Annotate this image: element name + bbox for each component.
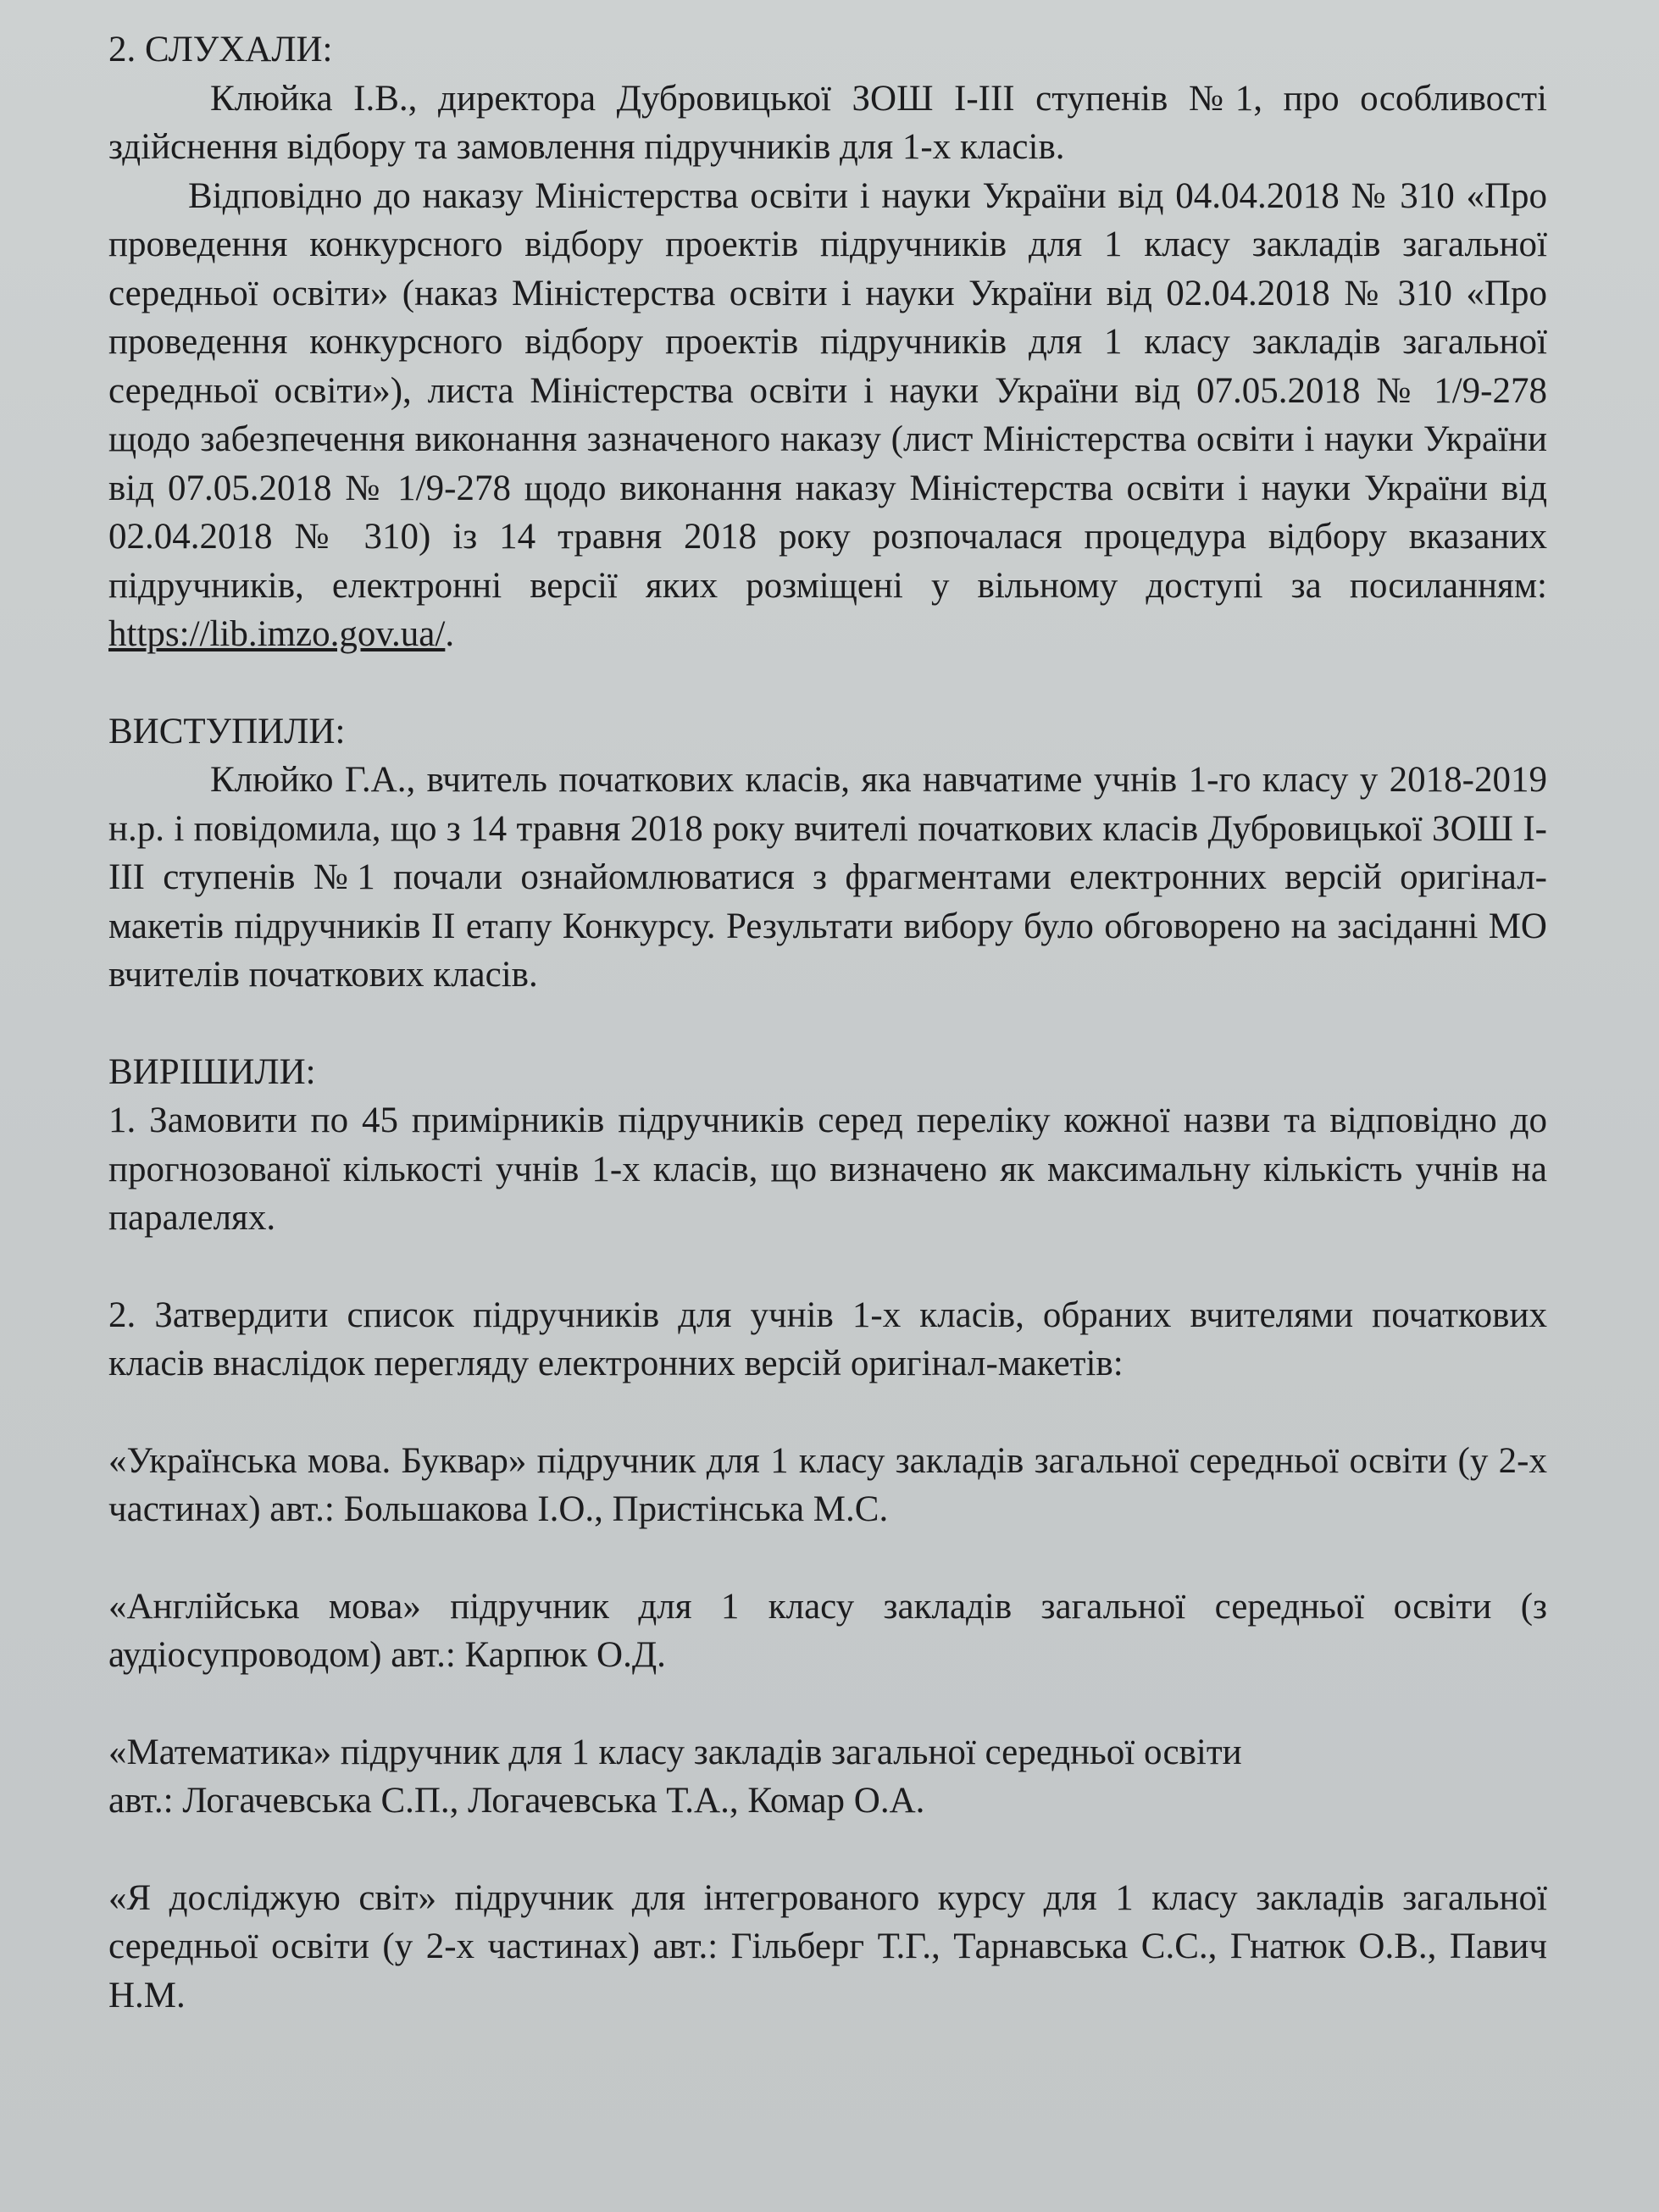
document-body: [108, 25, 1547, 2020]
imzo-link[interactable]: https://lib.imzo.gov.ua/: [108, 614, 446, 654]
decision-item-1: 1. Замовити по 45 примірників підручників серед переліку кожної назви та відповідно до прогнозованої кількості учнів 1-х класів, що визначено як максимальну кількість учнів на паралелях.: [108, 1100, 1547, 1238]
book-math-line-2: авт.: Логачевська С.П., Логачевська Т.А., Комар О.А.: [108, 1781, 925, 1821]
spacer: [108, 1534, 1547, 1583]
heading-spoke: ВИСТУПИЛИ:: [108, 711, 346, 751]
heard-speaker-paragraph: Клюйка І.В., директора Дубровицької ЗОШ І-ІІІ ступенів №1, про особливості здійснення відбору та замовлення підручників для 1-х класів.: [108, 78, 1547, 167]
book-world: «Я досліджую світ» підручник для інтегрованого курсу для 1 класу закладів загальної середньої освіти (у 2-х частинах) авт.: Гільберг Т.Г., Тарнавська С.С., Гнатюк О.В., Павич Н.М.: [108, 1877, 1547, 2015]
spacer: [108, 1826, 1547, 1874]
spacer: [108, 1389, 1547, 1437]
spacer: [108, 1000, 1547, 1048]
spacer: [108, 1680, 1547, 1728]
spoke-paragraph: Клюйко Г.А., вчитель початкових класів, яка навчатиме учнів 1-го класу у 2018-2019 н.р. і повідомила, що з 14 травня 2018 року вчителі початкових класів Дубровицької ЗОШ І-ІІІ ступенів №1 почали ознайомлюватися з фрагментами електронних версій оригінал-макетів підручників ІІ етапу Конкурсу. Результати вибору було обговорено на засіданні МО вчителів початкових класів.: [108, 760, 1547, 995]
book-math-line-1: «Математика» підручник для 1 класу закладів загальної середньої освіти: [108, 1732, 1242, 1772]
heard-main-text: Відповідно до наказу Міністерства освіти і науки України від 04.04.2018 № 310 «Про проведення конкурсного відбору проектів підручників для 1 класу закладів загальної середньої освіти» (наказ Міністерства освіти і науки України від 02.04.2018 № 310 «Про проведення конкурсного відбору проектів підручників для 1 класу закладів загальної середньої освіти»), листа Міністерства освіти і науки України від 07.05.2018 № 1/9-278 щодо забезпечення виконання зазначеного наказу (лист Міністерства освіти і науки України від 07.05.2018 № 1/9-278 щодо виконання наказу Міністерства освіти і науки України від 02.04.2018 № 310) із 14 травня 2018 року розпочалася процедура відбору вказаних підручників, електронні версії яких розміщені у вільному доступі за посиланням:: [108, 175, 1547, 606]
heard-main-suffix: .: [445, 614, 455, 654]
spacer: [108, 1243, 1547, 1291]
book-ukrainian: «Українська мова. Буквар» підручник для 1 класу закладів загальної середньої освіти (у 2-х частинах) авт.: Большакова І.О., Пристінська М.С.: [108, 1440, 1547, 1529]
spacer: [108, 659, 1547, 707]
heading-decided: ВИРІШИЛИ:: [108, 1051, 316, 1092]
heading-heard: 2. СЛУХАЛИ:: [108, 30, 333, 69]
heard-main-paragraph: [108, 172, 1547, 659]
decision-item-2: 2. Затвердити список підручників для учнів 1-х класів, обраних вчителями початкових класів внаслідок перегляду електронних версій оригінал-макетів:: [108, 1294, 1547, 1383]
book-english: «Англійська мова» підручник для 1 класу закладів загальної середньої освіти (з аудіосупроводом) авт.: Карпюк О.Д.: [108, 1586, 1547, 1675]
